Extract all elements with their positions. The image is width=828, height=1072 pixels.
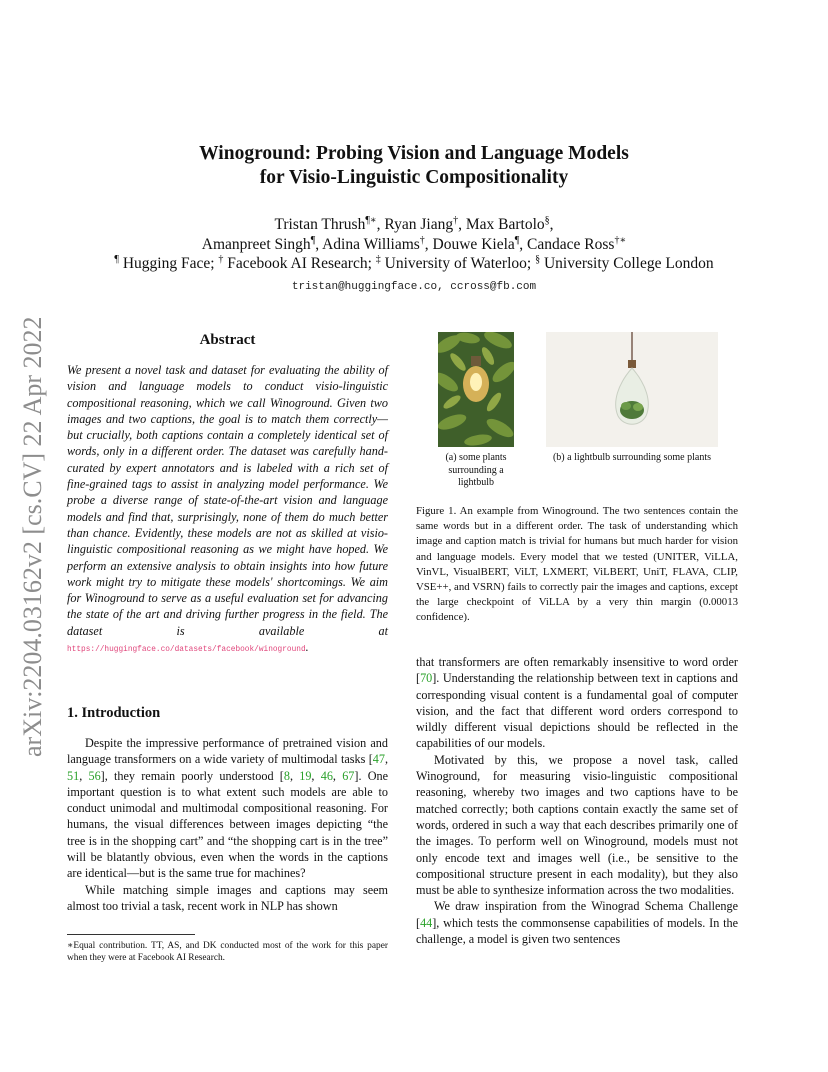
author-name: , Candace Ross xyxy=(519,235,615,253)
author-mark: § xyxy=(544,214,550,226)
author-block xyxy=(0,215,828,274)
figure-1-caption: Figure 1. An example from Winoground. The two sentences contain the same words but in a different order. The task of understanding which image and caption match is trivial for humans but much harder for vision and language models. Every model that we tested (UNITER, ViLLA, VinVL, VisualBERT, ViLT, LXMERT, ViLBERT, UniT, FLAVA, CLIP, VSE++, and VSRN) fails to correctly pair the images and captions, except the large checkpoint of ViLLA by a very thin margin (0.00013 confidence). xyxy=(416,505,738,624)
citation-link[interactable]: 44 xyxy=(420,915,433,930)
title-line-2: for Visio-Linguistic Compositionality xyxy=(259,167,569,188)
author-line-1 xyxy=(0,215,828,235)
affiliation: Hugging Face; xyxy=(118,255,219,272)
text-run: Despite the impressive performance of pretrained vision and language transformers on a wide variety of multimodal tasks [ xyxy=(67,736,388,767)
arxiv-identifier: arXiv:2204.03162v2 [cs.CV] 22 Apr 2022 xyxy=(18,316,47,757)
text-run: ], which tests the commonsense capabilities of models. In the challenge, a model is given two sentences xyxy=(416,915,738,947)
author-name: , Adina Williams xyxy=(315,235,420,253)
citation-link[interactable]: 8 xyxy=(283,768,290,783)
right-paragraph-3 xyxy=(416,898,738,947)
author-mark: † xyxy=(419,234,425,246)
introduction-text xyxy=(67,735,388,914)
figure-image-plants-around-lightbulb xyxy=(438,332,514,447)
affiliation: University College London xyxy=(540,255,714,272)
citation-link[interactable]: 70 xyxy=(420,671,433,686)
lightbulb-plants-illustration xyxy=(546,332,718,447)
plants-lightbulb-illustration xyxy=(438,332,514,447)
author-name: , Max Bartolo xyxy=(458,216,545,233)
footnote: ∗Equal contribution. TT, AS, and DK conducted most of the work for this paper when they were at Facebook AI Research. xyxy=(67,941,388,963)
abstract-text xyxy=(67,362,388,658)
author-mark: ¶ xyxy=(310,234,316,246)
intro-paragraph-1: Despite the impressive performance of pretrained vision and language transformers on a wide variety of multimodal tasks [47, 51, 56], they remain poorly understood [8, 19, 46, 67]. One important question is to what extent such models are able to conduct unimodal and multimodal compositional reasoning. For humans, the visual differences between images depicting “the tree is in the shopping cart” and “the shopping cart is in the tree” will be blatantly obvious, even when the words in the captions are identical—but is the same true for machines? xyxy=(67,736,389,881)
abstract-end: . xyxy=(305,640,309,655)
affiliation-mark: ¶ xyxy=(114,253,119,265)
figure-caption-a: (a) some plants surrounding a lightbulb xyxy=(445,452,507,488)
author-line-2 xyxy=(0,235,828,255)
text-run: ]. One important question is to what extent such models are able to conduct unimodal and multimodal compositional reasoning. For humans, the visual differences between images depicting “the tree is in the shopping cart” and “the shopping cart is in the tree” will be blatantly obvious, even when the words in the captions are identical—but is the same true for machines? xyxy=(67,768,389,881)
citation-link[interactable]: 46 xyxy=(320,768,333,783)
author-mark: ¶∗ xyxy=(365,214,377,226)
contact-emails: tristan@huggingface.co, ccross@fb.com xyxy=(291,281,537,293)
text-run: We draw inspiration from the Winograd Schema Challenge [ xyxy=(416,899,738,930)
affiliation: Facebook AI Research; xyxy=(223,255,376,272)
author-mark: ¶ xyxy=(514,234,520,246)
author-name: Tristan Thrush xyxy=(274,216,366,233)
text-run: ], they remain poorly understood [ xyxy=(100,768,284,783)
introduction-heading: 1. Introduction xyxy=(67,705,161,721)
dataset-link[interactable]: https://huggingface.co/datasets/facebook/winoground xyxy=(67,646,306,655)
affiliation: University of Waterloo; xyxy=(380,255,536,272)
author-name: , Ryan Jiang xyxy=(376,216,454,233)
abstract-heading: Abstract xyxy=(199,332,256,348)
affiliation-mark: § xyxy=(535,253,541,265)
author-sep: , xyxy=(549,216,554,233)
abstract-paragraph: We present a novel task and dataset for evaluating the ability of vision and language models to conduct visio-linguistic compositional reasoning, which we call Winoground. Given two images and two captions, the goal is to match them correctly—but crucially, both captions contain a completely identical set of words, only in a different order. The dataset was carefully hand-curated by expert annotators and is labeled with a rich set of fine-grained tags to assist in analyzing model performance. We probe a diverse range of state-of-the-art vision and language models and find that, surprisingly, none of them do much better than chance. Evidently, these models are not as skilled at visio-linguistic compositional reasoning as we might have hoped. We perform an extensive analysis to obtain insights into how future work might try to mitigate these models' shortcomings. We aim for Winoground to serve as a useful evaluation set for advancing the state of the art and driving further progress in the field. The dataset is available at xyxy=(67,363,388,638)
citation-link[interactable]: 56 xyxy=(88,768,101,783)
figure-caption-b: (b) a lightbulb surrounding some plants xyxy=(552,452,712,463)
intro-paragraph-2: While matching simple images and captions may seem almost too trivial a task, recent work in NLP has shown xyxy=(67,882,388,913)
text-run: ]. Understanding the relationship between text in captions and corresponding visual content is a fundamental goal of computer vision, and the fact that different word orders correspond to wildly different visual depictions should be reflected in the capabilities of our models. xyxy=(416,671,738,751)
author-name: , Douwe Kiela xyxy=(424,235,515,253)
citation-link[interactable]: 51 xyxy=(67,768,80,783)
affiliation-mark: ‡ xyxy=(375,253,381,265)
author-mark: † xyxy=(453,214,459,226)
author-mark: †∗ xyxy=(614,234,627,246)
paper-title xyxy=(0,142,828,190)
citation-link[interactable]: 47 xyxy=(372,752,385,767)
right-paragraph-2: Motivated by this, we propose a novel task, called Winoground, for measuring visio-linguistic compositional reasoning, whereby two images and two captions have to be matched correctly; both captions contain exactly the same set of words, ordered in such a way that each describes primarily one of the images. To perform well on Winoground, models must not only encode text and images well (i.e., be sensitive to the compositional structure present in each modality), but they also must be able to synthesize information across the two modalities. xyxy=(416,752,738,898)
right-paragraph-1 xyxy=(416,654,738,752)
citation-link[interactable]: 67 xyxy=(342,768,355,783)
text-run: that transformers are often remarkably insensitive to word order [ xyxy=(416,655,738,686)
right-column-text xyxy=(416,654,738,947)
title-line-1: Winoground: Probing Vision and Language Models xyxy=(199,143,629,164)
footnote-rule xyxy=(67,934,195,935)
affiliation-line xyxy=(0,254,828,274)
figure-image-lightbulb-around-plants xyxy=(546,332,718,447)
affiliation-mark: † xyxy=(218,253,224,265)
author-name: Amanpreet Singh xyxy=(201,235,311,253)
citation-link[interactable]: 19 xyxy=(299,768,312,783)
